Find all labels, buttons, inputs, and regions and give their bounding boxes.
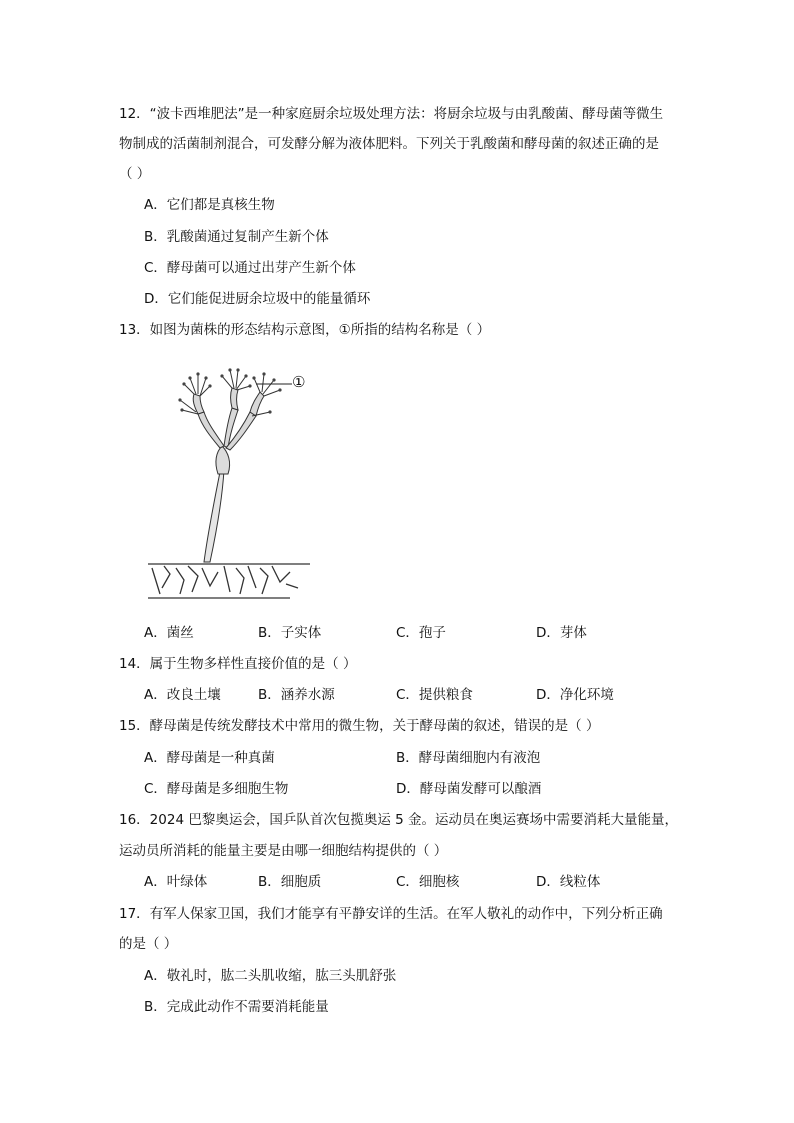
q12-option-a[interactable]: A．它们都是真核生物 xyxy=(144,197,275,213)
q17-option-a[interactable]: A．敬礼时，肱二头肌收缩，肱三头肌舒张 xyxy=(144,968,397,984)
q16-stem-line2: 运动员所消耗的能量主要是由哪一细胞结构提供的（ ） xyxy=(119,843,448,859)
q12-stem-line2: 物制成的活菌制剂混合，可发酵分解为液体肥料。下列关于乳酸菌和酵母菌的叙述正确的是 xyxy=(119,136,659,152)
q12-stem-line3: （ ） xyxy=(119,166,151,182)
q17-option-b[interactable]: B．完成此动作不需要消耗能量 xyxy=(144,999,329,1015)
fungus-structure-figure xyxy=(140,362,320,607)
q13-option-a[interactable]: A．菌丝 xyxy=(144,625,194,641)
q16-option-a[interactable]: A．叶绿体 xyxy=(144,874,208,890)
q12-option-d[interactable]: D．它们能促进厨余垃圾中的能量循环 xyxy=(144,291,371,307)
q13-option-b[interactable]: B．子实体 xyxy=(258,625,322,641)
q12-option-c[interactable]: C．酵母菌可以通过出芽产生新个体 xyxy=(144,260,356,276)
q15-option-d[interactable]: D．酵母菌发酵可以酿酒 xyxy=(396,781,542,797)
q13-stem: 13．如图为菌株的形态结构示意图，①所指的结构名称是（ ） xyxy=(119,322,491,338)
q16-option-b[interactable]: B．细胞质 xyxy=(258,874,322,890)
q15-stem: 15．酵母菌是传统发酵技术中常用的微生物，关于酵母菌的叙述，错误的是（ ） xyxy=(119,718,600,734)
q14-option-c[interactable]: C．提供粮食 xyxy=(396,687,473,703)
q13-option-d[interactable]: D．芽体 xyxy=(536,625,587,641)
q14-stem: 14．属于生物多样性直接价值的是（ ） xyxy=(119,656,357,672)
q14-option-a[interactable]: A．改良土壤 xyxy=(144,687,221,703)
q14-option-b[interactable]: B．涵养水源 xyxy=(258,687,335,703)
q12-stem-line1: 12．“波卡西堆肥法”是一种家庭厨余垃圾处理方法：将厨余垃圾与由乳酸菌、酵母菌等微生 xyxy=(119,106,664,122)
figure-label-1: ① xyxy=(292,373,306,391)
q16-option-c[interactable]: C．细胞核 xyxy=(396,874,460,890)
q17-stem-line1: 17．有军人保家卫国，我们才能享有平静安详的生活。在军人敬礼的动作中，下列分析正确 xyxy=(119,906,663,922)
q16-option-d[interactable]: D．线粒体 xyxy=(536,874,601,890)
q16-stem-line1: 16．2024 巴黎奥运会，国乒队首次包揽奥运 5 金。运动员在奥运赛场中需要消耗大量能量， xyxy=(119,812,678,828)
q13-option-c[interactable]: C．孢子 xyxy=(396,625,446,641)
q15-option-c[interactable]: C．酵母菌是多细胞生物 xyxy=(144,781,289,797)
q14-option-d[interactable]: D．净化环境 xyxy=(536,687,614,703)
q15-option-a[interactable]: A．酵母菌是一种真菌 xyxy=(144,750,275,766)
q15-option-b[interactable]: B．酵母菌细胞内有液泡 xyxy=(396,750,541,766)
q17-stem-line2: 的是（ ） xyxy=(119,936,178,952)
q12-option-b[interactable]: B．乳酸菌通过复制产生新个体 xyxy=(144,229,329,245)
